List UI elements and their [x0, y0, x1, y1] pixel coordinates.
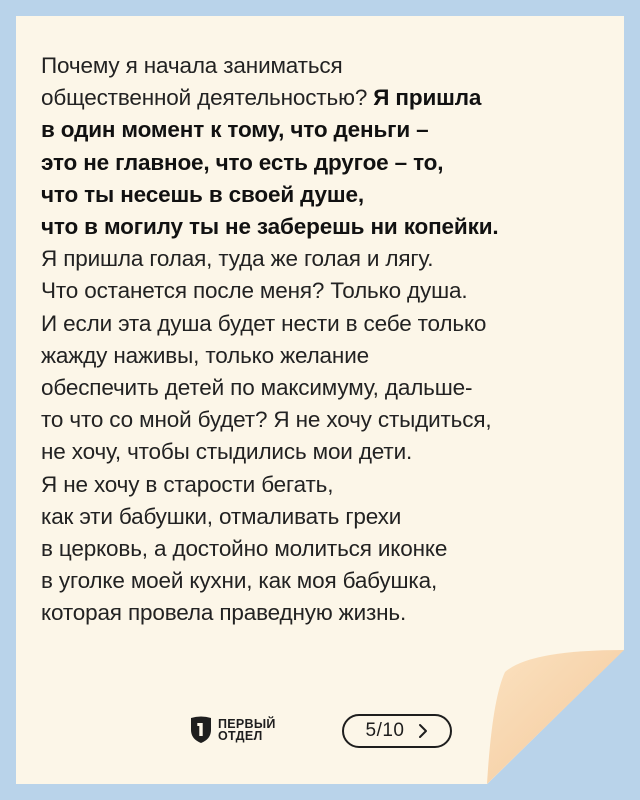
quote-line: Я не хочу в старости бегать, — [41, 471, 334, 497]
brand-name-line: ОТДЕЛ — [218, 729, 263, 743]
quote-line: не хочу, чтобы стыдились мои дети. — [41, 439, 413, 465]
quote-line: то что со мной будет? Я не хочу стыдиться, — [41, 407, 492, 433]
page-counter: 5/10 — [365, 720, 405, 741]
quote-line: как эти бабушки, отмаливать грехи — [41, 503, 402, 529]
quote-line-bold: в один момент к тому, что деньги – — [41, 117, 429, 143]
brand-logo — [190, 713, 276, 747]
quote-line-bold: это не главное, что есть другое – то, — [41, 149, 444, 175]
quote-line: которая провела праведную жизнь. — [41, 600, 407, 626]
quote-line: Что останется после меня? Только душа. — [41, 278, 468, 304]
quote-line-bold: что ты несешь в своей душе, — [41, 181, 364, 207]
quote-line: И если эта душа будет нести в себе только — [41, 310, 487, 336]
page-indicator-button[interactable] — [342, 714, 452, 748]
quote-text — [41, 50, 616, 630]
quote-line: жажду наживы, только желание — [41, 342, 369, 368]
quote-line: в церковь, а достойно молиться иконке — [41, 536, 448, 562]
brand-name — [218, 718, 276, 743]
quote-line: обеспечить детей по максимуму, дальше- — [41, 375, 473, 401]
quote-line — [41, 82, 616, 114]
quote-line: Я пришла голая, туда же голая и лягу. — [41, 246, 434, 272]
quote-line-bold: что в могилу ты не заберешь ни копейки. — [41, 214, 499, 240]
quote-line: в уголке моей кухни, как моя бабушка, — [41, 568, 438, 594]
quote-line-bold-part: Я пришла — [373, 85, 482, 111]
quote-line-regular-part: общественной деятельностью? — [41, 85, 374, 111]
chevron-right-icon — [418, 723, 428, 739]
brand-name-line: ПЕРВЫЙ — [218, 716, 276, 731]
quote-line: Почему я начала заниматься — [41, 53, 343, 78]
shield-logo-icon — [190, 716, 212, 744]
